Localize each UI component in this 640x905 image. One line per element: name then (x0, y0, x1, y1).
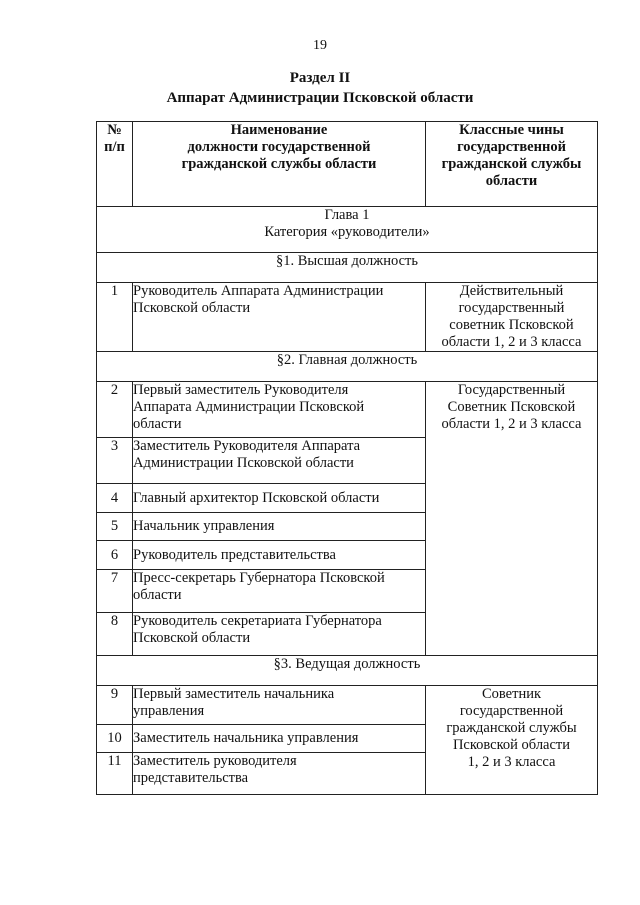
position-line: Заместитель руководителя (133, 753, 297, 769)
header-position-line: должности государственной (187, 139, 371, 155)
header-number-line: № (107, 122, 122, 138)
rank-line: Псковской области (452, 737, 571, 753)
row-position (133, 570, 426, 613)
row-position (133, 686, 426, 725)
row-position (133, 484, 426, 513)
rank-line: Государственный (457, 382, 566, 398)
row-number: 9 (97, 686, 133, 725)
row-number: 11 (97, 753, 133, 795)
position-line: Первый заместитель начальника (133, 686, 335, 702)
position-line: Пресс-секретарь Губернатора Псковской (133, 570, 385, 586)
row-number: 10 (97, 725, 133, 753)
position-line: области (133, 416, 182, 432)
position-line: Начальник управления (133, 518, 275, 534)
row-position (133, 541, 426, 570)
page-number: 19 (313, 38, 327, 53)
row-number: 5 (97, 513, 133, 541)
rank-line: области 1, 2 и 3 класса (441, 334, 582, 350)
section-title (0, 68, 640, 108)
paragraph-row (97, 352, 598, 382)
position-line: Администрации Псковской области (133, 455, 354, 471)
position-line: Аппарата Администрации Псковской (133, 399, 365, 415)
header-number (97, 122, 133, 207)
header-position-line: Наименование (230, 122, 328, 138)
rank-line: Советник (481, 686, 542, 702)
chapter-cell (97, 207, 598, 253)
rank-line: 1, 2 и 3 класса (467, 754, 556, 770)
header-position (133, 122, 426, 207)
position-line: Псковской области (133, 630, 251, 646)
section-title-line2: Аппарат Администрации Псковской области (166, 90, 474, 106)
row-number: 8 (97, 613, 133, 656)
table-row (97, 283, 598, 352)
row-position (133, 382, 426, 438)
header-rank-line: области (485, 173, 538, 189)
paragraph-title: §1. Высшая должность (97, 253, 598, 283)
rank-line: советник Псковской (449, 317, 574, 333)
table-row (97, 382, 598, 438)
position-line: Заместитель начальника управления (133, 730, 359, 746)
table-row (97, 686, 598, 725)
header-number-line: п/п (104, 139, 125, 155)
rank-line: государственный (458, 300, 565, 316)
header-position-line: гражданской службы области (181, 156, 377, 172)
row-number: 1 (97, 283, 133, 352)
row-position (133, 725, 426, 753)
row-number: 3 (97, 438, 133, 484)
section-title-line1: Раздел II (289, 70, 351, 86)
header-rank-line: государственной (457, 139, 566, 155)
position-line: управления (133, 703, 205, 719)
position-line: Руководитель Аппарата Администрации (133, 283, 384, 299)
chapter-title: Глава 1 (324, 207, 370, 223)
paragraph-row (97, 656, 598, 686)
paragraph-title: §3. Ведущая должность (97, 656, 598, 686)
position-line: представительства (133, 770, 249, 786)
position-line: Псковской области (133, 300, 251, 316)
table-header-row (97, 122, 598, 207)
row-position (133, 438, 426, 484)
row-position (133, 283, 426, 352)
header-rank-line: гражданской службы (441, 156, 582, 172)
chapter-row (97, 207, 598, 253)
row-rank (426, 382, 598, 656)
rank-line: области 1, 2 и 3 класса (441, 416, 582, 432)
row-rank (426, 283, 598, 352)
paragraph-row (97, 253, 598, 283)
position-line: области (133, 587, 182, 603)
row-number: 2 (97, 382, 133, 438)
row-number: 4 (97, 484, 133, 513)
header-rank-line: Классные чины (459, 122, 564, 138)
row-position (133, 513, 426, 541)
position-line: Руководитель представительства (133, 546, 336, 563)
row-position (133, 613, 426, 656)
header-rank (426, 122, 598, 207)
rank-line: Советник Псковской (447, 399, 576, 415)
position-line: Первый заместитель Руководителя (133, 382, 349, 398)
row-position (133, 753, 426, 795)
paragraph-title: §2. Главная должность (97, 352, 598, 382)
position-line: Руководитель секретариата Губернатора (133, 613, 382, 629)
chapter-category: Категория «руководители» (264, 224, 430, 240)
row-number: 6 (97, 541, 133, 570)
rank-line: гражданской службы (446, 720, 577, 736)
rank-line: государственной (459, 703, 564, 719)
positions-ranks-table (96, 121, 598, 795)
row-rank (426, 686, 598, 795)
rank-line: Действительный (459, 283, 564, 299)
position-line: Главный архитектор Псковской области (133, 489, 380, 506)
row-number: 7 (97, 570, 133, 613)
position-line: Заместитель Руководителя Аппарата (133, 438, 361, 454)
